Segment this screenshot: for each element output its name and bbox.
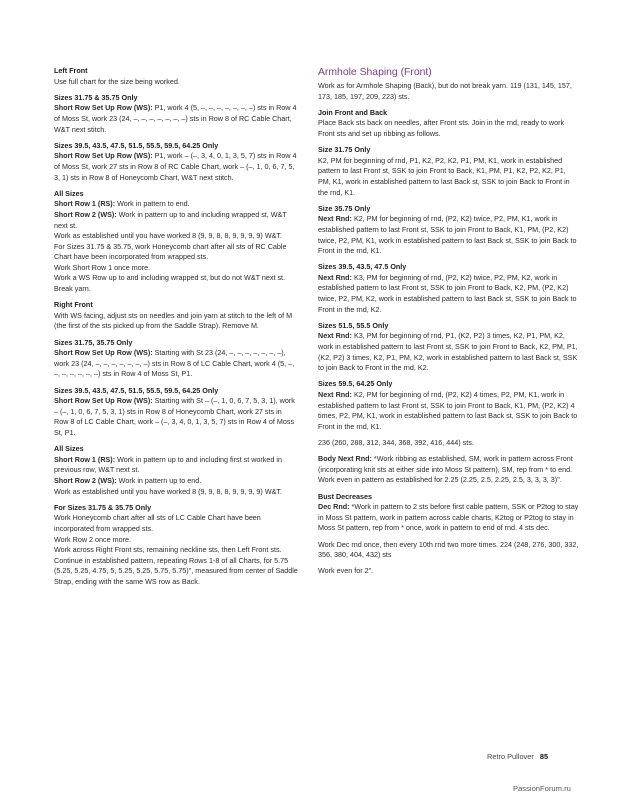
row-text: K3, PM for beginning of rnd, P1, (K2, P2) 3 times, K2, P1, PM, K2, work in established pattern to last Front st, SSK to join Front to Back, K2, PM, P1, (K2, P2) 3 times, K2, P1, PM, K2, work in established pattern to last Back st, SSK to join Back to Front in the rnd, K2. [318, 331, 578, 373]
all-sizes-block [54, 189, 298, 295]
right-front-heading: Right Front [54, 300, 93, 310]
section-title: Armhole Shaping (Front) [318, 67, 432, 78]
join-block [318, 108, 580, 140]
bust-repeat-block [318, 540, 580, 561]
instruction: Work a WS Row up to and including wrapped st, but do not W&T next st. Break yarn. [54, 273, 286, 294]
sizes-heading: All Sizes [54, 188, 84, 198]
row-label: Short Row 2 (WS): [54, 475, 117, 485]
instruction: For Sizes 31.75 & 35.75, work Honeycomb chart after all sts of RC Cable Chart have been incorporated from wrapped sts. [54, 241, 287, 262]
armhole-intro-block [318, 66, 580, 102]
row-text: Starting with St – (–, 1, 0, 6, 7, 5, 3, 1), work – (–, 1, 0, 6, 7, 5, 3, 1) sts in Row 8 of Honeycomb Chart, work 27 sts in Row 8 of LC Cable Chart, work – (–, 3, 4, 0, 1, 3, 5, 7) sts in Row 4 of Moss St, P1. [54, 396, 295, 437]
size-block [318, 321, 580, 374]
bust-block [318, 492, 580, 534]
work-even-block [318, 566, 580, 577]
footer-title: Retro Pullover [487, 752, 534, 761]
row-label: Short Row Set Up Row (WS): [54, 151, 153, 161]
size-block [318, 145, 580, 198]
instruction [318, 331, 580, 373]
sizes-small-final-block [54, 503, 298, 588]
sizes-heading: All Sizes [54, 444, 84, 454]
bust-heading: Bust Decreases [318, 491, 372, 501]
row-label: Next Rnd: [318, 272, 352, 282]
row-text: Work in pattern up to end. [116, 475, 202, 485]
sizes-heading: Sizes 31.75, 35.75 Only [54, 337, 133, 347]
instruction [54, 476, 298, 487]
right-column [318, 66, 580, 582]
right-front-block [54, 300, 298, 332]
instruction [318, 502, 580, 534]
size-block [318, 379, 580, 432]
size-block [318, 204, 580, 257]
sizes-small-block [54, 338, 298, 380]
instruction: Work as established until you have worked 8 (9, 9, 8, 8, 9, 9, 9, 9) W&T. [54, 231, 282, 241]
row-label: Dec Rnd: [318, 502, 350, 512]
row-label: Body Next Rnd: [318, 454, 372, 464]
row-text: P1, work – (–, 3, 4, 0, 1, 3, 5, 7) sts in Row 4 of Moss St, work 27 sts in Row 8 of RC Cable Chart, work – (–, 1, 0, 6, 7, 5, 3, 1) sts in Row 8 of Honeycomb Chart, W&T next stitch. [54, 151, 297, 182]
row-text: Work in pattern to end. [115, 199, 190, 209]
page-footer [487, 752, 548, 761]
instruction [54, 151, 298, 183]
sizes-heading: Sizes 39.5, 43.5, 47.5 Only [318, 262, 407, 272]
instruction: Work Honeycomb chart after all sts of LC Cable Chart have been incorporated from wrapped sts. [54, 513, 261, 533]
instruction: Continue in established pattern, repeating Rows 1-8 of all Charts, for 5.75 (5.25, 5.25, 4.75, 5, 5.25, 5.25, 5.75, 5.75)", measured from center of Saddle Strap, ending with the same WS row as Back. [54, 555, 298, 586]
row-label: Short Row 1 (RS): [54, 454, 116, 464]
row-text: Work in pattern up to and including wrapped st, W&T next st. [54, 209, 287, 230]
sizes-heading: Size 35.75 Only [318, 203, 371, 213]
sizes-heading: Sizes 31.75 & 35.75 Only [54, 92, 138, 102]
sizes-large-block [54, 141, 298, 183]
row-label: Next Rnd: [318, 214, 352, 224]
row-text: Starting with St 23 (24, –, –, –, –, –, –, –), work 23 (24, –, –, –, –, –, –, –) sts in Row 8 of LC Cable Chart, work 4 (5, –, –, –, –, –, –, –) sts in Row 4 of Moss St, P1. [54, 348, 295, 379]
instruction [54, 103, 298, 135]
instruction: Work Dec rnd once, then every 10th rnd two more times. 224 (248, 276, 300, 332, 356, 380, 404, 432) sts [318, 539, 579, 560]
row-text: K2, PM for beginning of rnd, (P2, K2) 4 times, P2, PM, K1, work in established pattern to last Front st, SSK to join Front to Back, K1, PM, (P2, K2) 4 times, P2, PM, K1, work in established pattern to last Back st, SSK to join Back to Front in the rnd, K1. [318, 390, 578, 431]
row-text: *Work ribbing as established, SM, work in pattern across Front (incorporating knit sts at either side into Moss St pattern), SM, rep from * to end. [318, 454, 573, 474]
stitch-count: 236 (260, 288, 312, 344, 368, 392, 416, 444) sts. [318, 437, 474, 447]
stitch-count-block [318, 438, 580, 449]
left-front-block [54, 66, 298, 87]
size-block [318, 262, 580, 315]
row-text: *Work in pattern to 2 sts before first cable pattern, SSK or P2tog to stay in Moss St pattern, work in pattern across cable charts, K2tog or P2tog to stay in Moss St pattern, rep from * once, work in pattern to end of rnd. 4 sts dec. [318, 502, 579, 533]
row-label: Next Rnd: [318, 390, 352, 399]
row-label: Next Rnd: [318, 331, 352, 341]
sizes-small-block [54, 93, 298, 135]
all-sizes-block [54, 444, 298, 497]
row-label: Short Row Set Up Row (WS): [54, 348, 153, 358]
intro-text: Work as for Armhole Shaping (Back), but do not break yarn. 119 (131, 145, 157, 173, 185, 197, 209, 223) sts. [318, 81, 572, 101]
sizes-heading: Sizes 51.5, 55.5 Only [318, 320, 389, 330]
instruction: Work even for 2". [318, 566, 374, 576]
instruction [54, 396, 298, 438]
instruction [54, 455, 298, 476]
instruction [318, 273, 580, 315]
row-text: K3, PM for beginning of rnd, (P2, K2) twice, P2, PM, K2, work in established pattern to last Front st, SSK to join Front to Back, K2, PM, (P2, K2) twice, P2, PM, K2, work in established pattern to last Back st, SSK to join Back to Front in the rnd, K2. [318, 272, 577, 314]
sizes-heading: For Sizes 31.75 & 35.75 Only [54, 502, 152, 512]
instruction: Work as established until you have worked 8 (9, 9, 8, 8, 9, 9, 9, 9) W&T. [54, 486, 282, 496]
row-label: Short Row 2 (WS): [54, 209, 117, 219]
left-front-heading: Left Front [54, 66, 88, 75]
sizes-large-block [54, 386, 298, 439]
page-number: 85 [539, 752, 549, 761]
instruction [54, 210, 298, 231]
join-text: Place Back sts back on needles, after Front sts. Join in the rnd, ready to work Front sts and set up ribbing as follows. [318, 118, 565, 138]
row-text: Work in pattern up to and including first st worked in previous row, W&T next st. [54, 454, 282, 475]
instruction: Work across Right Front sts, remaining neckline sts, then Left Front sts. [54, 545, 282, 555]
sizes-heading: Sizes 39.5, 43.5, 47.5, 51.5, 55.5, 59.5, 64.25 Only [54, 140, 219, 150]
join-heading: Join Front and Back [318, 107, 388, 117]
left-front-text: Use full chart for the size being worked. [54, 76, 180, 86]
instruction: K2, PM for beginning of rnd, P1, K2, P2, K2, P1, PM, K1, work in established pattern to last Front st, SSK to join Front to Back, K1, PM, P1, K2, P2, K2, P1, PM, K1, work in established pattern to last Back st, SSK to join Back to Front in the rnd, K1. [318, 155, 570, 197]
instruction [318, 214, 580, 256]
row-label: Short Row Set Up Row (WS): [54, 396, 153, 406]
left-column [54, 66, 298, 593]
row-text: K2, PM for beginning of rnd, (P2, K2) twice, P2, PM, K1, work in established pattern to last Front st, SSK to join Front to Back, K1, PM, (P2, K2) twice, P2, PM, K1, work in established pattern to last Back st, SSK to join Back to Front in the rnd, K1. [318, 214, 577, 256]
row-text: P1, work 4 (5, –, –, –, –, –, –, –) sts in Row 4 of Moss St, work 23 (24, –, –, –, –, –, –, –) sts in Row 8 of RC Cable Chart, W&T next stitch. [54, 103, 297, 134]
watermark: PassionForum.ru [513, 784, 571, 793]
row-label: Short Row 1 (RS): [54, 199, 116, 209]
right-front-text: With WS facing, adjust sts on needles and join yarn at stitch to the left of M (the first of the sts picked up from the Saddle Strap). Remove M. [54, 310, 293, 331]
instruction: Work Row 2 once more. [54, 534, 131, 544]
instruction [54, 199, 298, 210]
body-block [318, 454, 580, 486]
instruction [54, 348, 298, 380]
instruction: Work even in pattern as established for 2.25 (2.25, 2.5, 2.25, 2.5, 3, 3, 3, 3)". [318, 475, 562, 485]
instruction [318, 454, 580, 475]
instruction: Work Short Row 1 once more. [54, 262, 151, 272]
instruction [318, 390, 580, 432]
sizes-heading: Sizes 39.5, 43.5, 47.5, 51.5, 55.5, 59.5, 64.25 Only [54, 385, 219, 395]
sizes-heading: Sizes 59.5, 64.25 Only [318, 379, 393, 389]
row-label: Short Row Set Up Row (WS): [54, 103, 153, 113]
sizes-heading: Size 31.75 Only [318, 145, 371, 155]
